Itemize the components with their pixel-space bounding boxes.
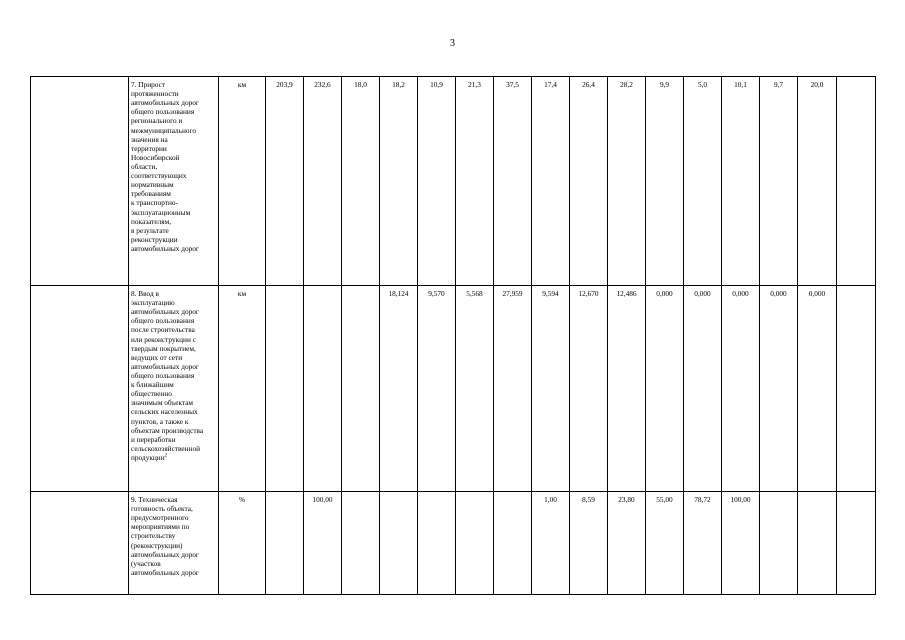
table-body [31,77,876,595]
value-cell [837,77,876,286]
blank-cell [31,77,129,286]
indicator-name-line: общего пользования [131,107,195,117]
value-cell: 100,00 [304,492,342,595]
indicator-name-line: и переработки [131,434,176,444]
blank-cell [31,286,129,492]
value-cell: 203,9 [266,77,304,286]
value-cell: 0,000 [760,286,798,492]
value-cell [760,492,798,595]
table-row [31,492,876,595]
value-cell [266,286,304,492]
table-row [31,77,876,286]
indicator-name-line: строительству [131,531,176,541]
indicator-name-line: предусмотренного [131,513,189,523]
indicator-name-line: 7. Прирост [131,80,166,89]
value-cell: 0,000 [798,286,837,492]
indicator-name-line: реконструкции [131,234,178,244]
indicator-name-line: протяженности [131,89,179,99]
value-cell: 9,7 [760,77,798,286]
indicator-name-line: мероприятиями по [131,522,190,532]
value-cell: 28,2 [608,77,646,286]
indicator-name-line: общего пользования [131,316,195,326]
indicator-name-line: сельскохозяйственной [131,443,201,453]
value-cell: 20,0 [798,77,837,286]
value-cell: 1,00 [532,492,570,595]
indicator-name-line: межмуниципального [131,125,196,135]
indicator-name-line: регионального и [131,116,183,126]
value-cell: 18,0 [342,77,380,286]
value-cell [304,286,342,492]
indicator-name-line: Новосибирской [131,152,180,162]
value-cell: 8,59 [570,492,608,595]
value-cell [342,286,380,492]
value-cell: 21,3 [456,77,494,286]
value-cell: 26,4 [570,77,608,286]
indicator-name-line: в результате [131,225,169,235]
indicator-name-cell [129,77,219,286]
value-cell [798,492,837,595]
value-cell: 100,00 [722,492,760,595]
indicator-name-line: продукции$^2$ [131,452,168,462]
value-cell [837,286,876,492]
value-cell: 9,570 [418,286,456,492]
value-cell: 9,9 [646,77,684,286]
value-cell: 12,486 [608,286,646,492]
indicator-name-line: территории [131,143,167,153]
value-cell [380,492,418,595]
indicator-name-line: сельских населенных [131,407,198,417]
unit-cell: % [219,492,266,595]
value-cell: 18,2 [380,77,418,286]
indicator-name-line: ведущих от сети [131,352,183,362]
value-cell: 10,1 [722,77,760,286]
value-cell: 0,000 [722,286,760,492]
value-cell: 37,5 [494,77,532,286]
indicator-name-cell [129,492,219,595]
value-cell: 0,000 [646,286,684,492]
indicator-name-line: требованиям [131,189,171,199]
unit-cell: км [219,77,266,286]
value-cell: 9,594 [532,286,570,492]
indicator-name-line: твердым покрытием, [131,343,196,353]
indicator-name-line: автомобильных дорог [131,243,199,253]
indicator-name-line: показателям, [131,216,172,226]
indicator-name-line: пунктов, а также к [131,416,189,426]
indicator-name-line: (участков [131,558,161,568]
value-cell: 18,124 [380,286,418,492]
value-cell [342,492,380,595]
indicator-name-line: нормативным [131,180,174,190]
indicator-name-line: 9. Техническая [131,495,178,504]
indicators-table [30,76,876,595]
value-cell [456,492,494,595]
value-cell [837,492,876,595]
value-cell: 5,568 [456,286,494,492]
indicator-name-line: значения на [131,134,168,144]
value-cell: 10,9 [418,77,456,286]
value-cell: 232,6 [304,77,342,286]
indicator-name-line: автомобильных дорог [131,98,199,108]
indicator-name-line: готовность объекта, [131,504,193,514]
indicator-name-line: автомобильных дорог [131,549,199,559]
indicator-name-line: или реконструкции с [131,334,196,344]
value-cell: 55,00 [646,492,684,595]
indicator-name-line: автомобильных дорог [131,361,199,371]
value-cell: 78,72 [684,492,722,595]
value-cell: 0,000 [684,286,722,492]
value-cell [494,492,532,595]
indicator-name-line: автомобильных дорог [131,307,199,317]
table-row [31,286,876,492]
indicator-name-line: значимым объектам [131,398,194,408]
indicator-name-line: к ближайшим [131,380,174,390]
value-cell: 12,670 [570,286,608,492]
value-cell [418,492,456,595]
indicator-name-line: эксплуатацию [131,298,175,308]
indicator-name-line: после строительства [131,325,195,335]
value-cell: 17,4 [532,77,570,286]
indicator-name-line: общего пользования [131,370,195,380]
indicator-name-cell [129,286,219,492]
indicator-name-line: общественно [131,389,172,399]
page-number: 3 [450,38,455,49]
indicator-name-line: объектам производства [131,425,204,435]
blank-cell [31,492,129,595]
indicator-name-line: (реконструкции) [131,540,183,550]
indicator-name-line: эксплуатационным [131,207,191,217]
value-cell: 5,0 [684,77,722,286]
indicator-name-line: области, [131,161,158,171]
value-cell: 27,959 [494,286,532,492]
footnote-mark: 2 [164,453,168,459]
indicator-name-line: соответствующих [131,171,187,181]
indicator-name-line: к транспортно- [131,198,178,208]
unit-cell: км [219,286,266,492]
indicator-name-line: автомобильных дорог [131,567,199,577]
value-cell: 23,80 [608,492,646,595]
value-cell [266,492,304,595]
indicator-name-line: 8. Ввод в [131,289,159,298]
